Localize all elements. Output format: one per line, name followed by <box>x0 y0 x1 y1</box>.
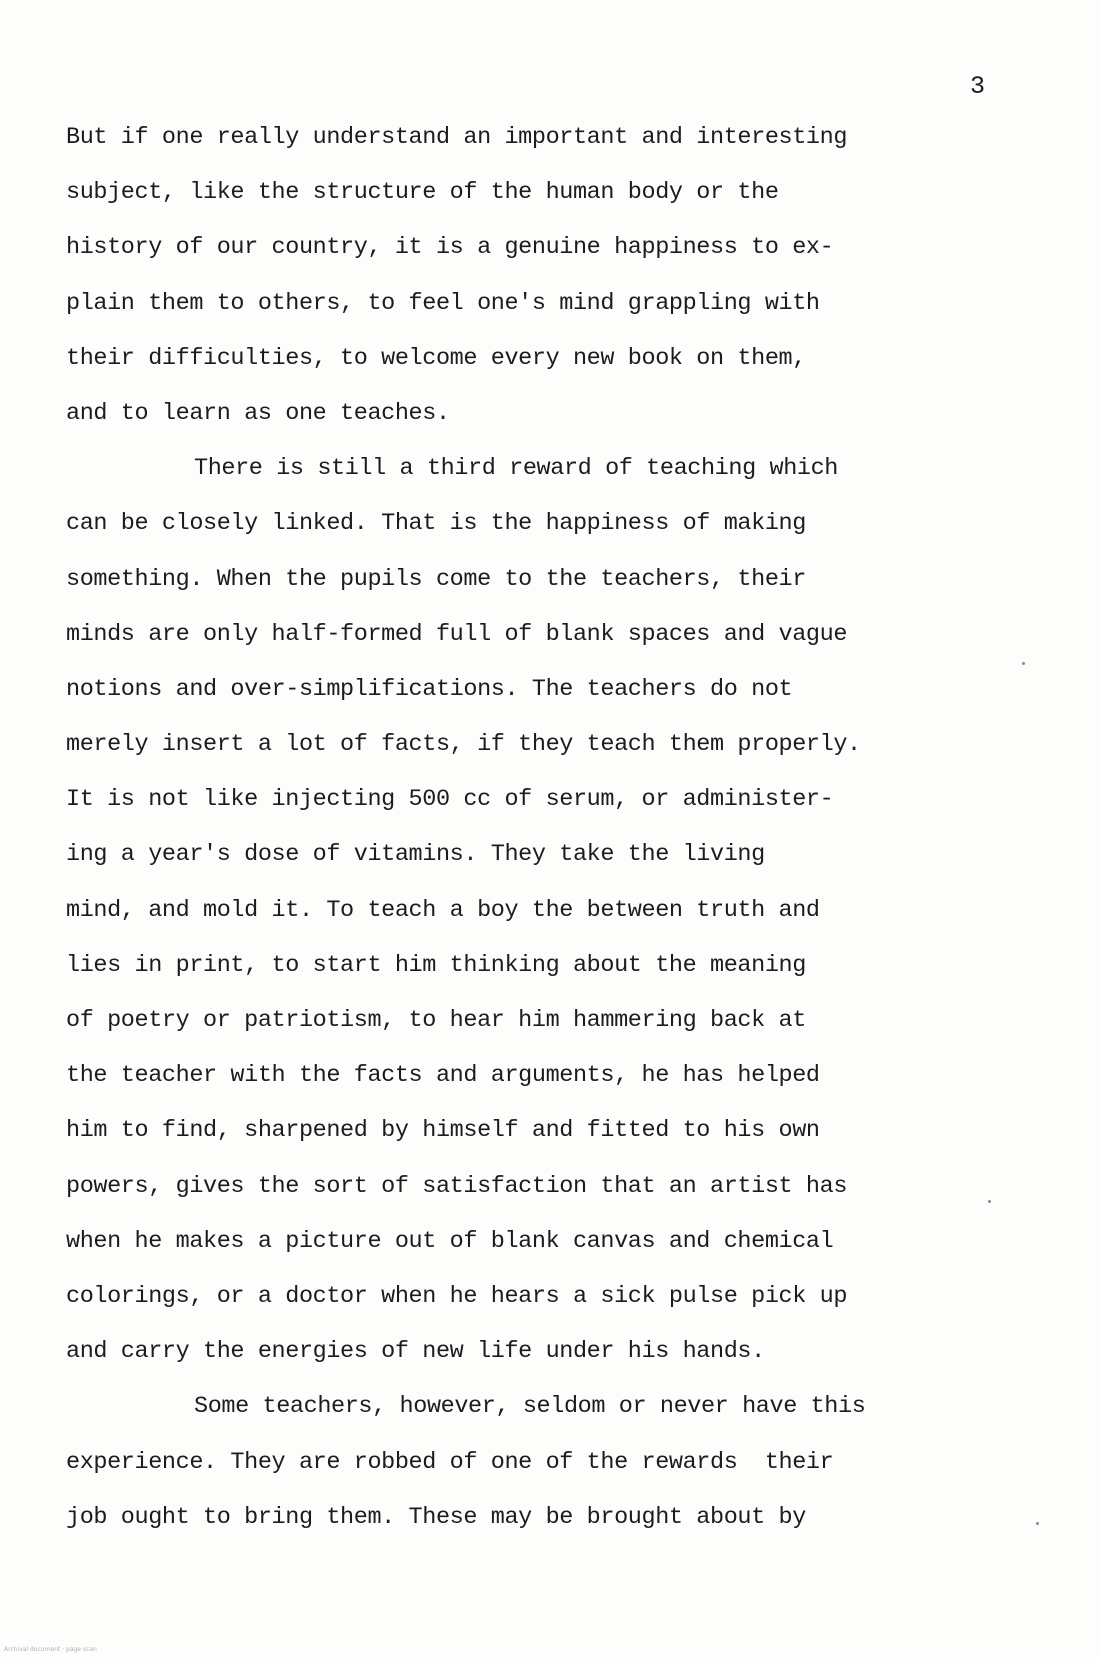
scan-speck <box>1022 662 1025 665</box>
paragraph-2 <box>66 441 1086 1379</box>
text-line: the teacher with the facts and arguments, he has helped <box>66 1062 820 1090</box>
text-line: powers, gives the sort of satisfaction that an artist has <box>66 1172 848 1200</box>
text-line: Some teachers, however, seldom or never have this <box>194 1393 866 1421</box>
scan-speck <box>988 1200 991 1203</box>
paragraph-3 <box>66 1379 1086 1545</box>
text-line: colorings, or a doctor when he hears a sick pulse pick up <box>66 1282 848 1310</box>
scan-speck <box>1036 1522 1039 1525</box>
text-line: subject, like the structure of the human body or the <box>66 179 779 207</box>
text-line: notions and over-simplifications. The teachers do not <box>66 675 793 703</box>
text-line: It is not like injecting 500 cc of serum, or administer- <box>66 786 834 814</box>
text-line: ing a year's dose of vitamins. They take the living <box>66 841 765 869</box>
text-line: But if one really understand an important and interesting <box>66 124 848 151</box>
paragraph-1 <box>66 110 1086 441</box>
text-line: history of our country, it is a genuine happiness to ex- <box>66 234 834 262</box>
text-line: job ought to bring them. These may be brought about by <box>66 1503 806 1531</box>
text-line: when he makes a picture out of blank canvas and chemical <box>66 1227 834 1255</box>
text-line: and to learn as one teaches. <box>66 399 450 427</box>
text-line: mind, and mold it. To teach a boy the between truth and <box>66 896 820 924</box>
text-line: merely insert a lot of facts, if they teach them properly. <box>66 731 861 759</box>
footer-stamp: Archival document · page scan <box>4 1646 97 1653</box>
page-number: 3 <box>970 72 986 101</box>
text-line: him to find, sharpened by himself and fitted to his own <box>66 1117 820 1145</box>
text-line: their difficulties, to welcome every new book on them, <box>66 344 806 372</box>
text-line: plain them to others, to feel one's mind grappling with <box>66 289 820 317</box>
text-line: minds are only half-formed full of blank spaces and vague <box>66 620 848 648</box>
text-line: can be closely linked. That is the happiness of making <box>66 510 806 538</box>
text-line: lies in print, to start him thinking about the meaning <box>66 951 806 979</box>
text-line: something. When the pupils come to the teachers, their <box>66 565 806 593</box>
text-line: and carry the energies of new life under his hands. <box>66 1338 765 1366</box>
text-line: experience. They are robbed of one of the rewards their <box>66 1448 834 1476</box>
body-text <box>66 110 1086 1545</box>
text-line: of poetry or patriotism, to hear him hammering back at <box>66 1007 806 1034</box>
text-line: There is still a third reward of teaching which <box>194 455 839 483</box>
